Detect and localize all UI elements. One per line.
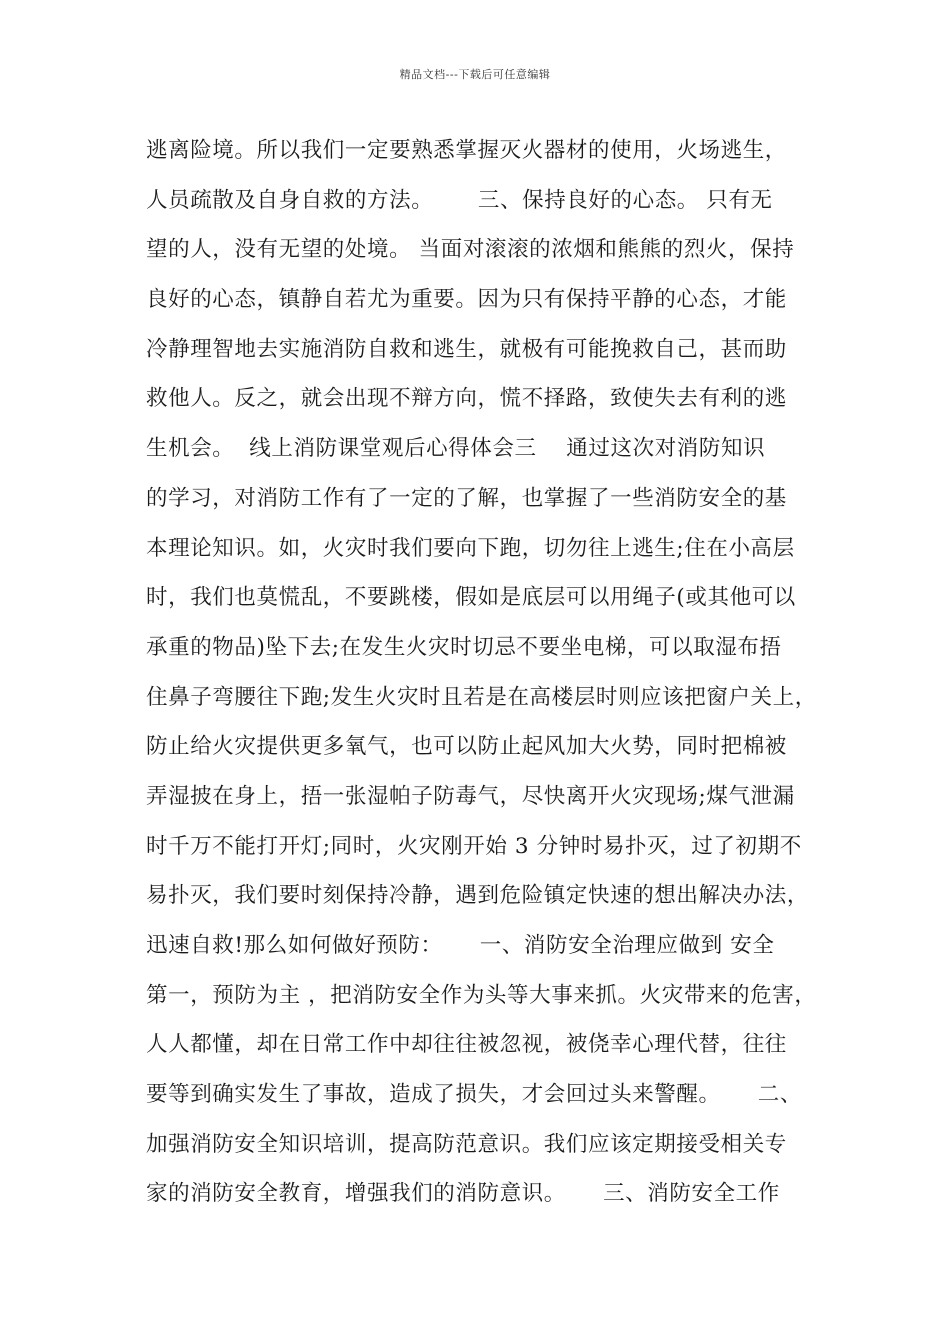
text-line: 加强消防安全知识培训，提高防范意识。我们应该定期接受相关专	[146, 1131, 787, 1157]
text-line: 良好的心态，镇静自若尤为重要。因为只有保持平静的心态，才能	[146, 287, 787, 313]
text-line: 生机会。 线上消防课堂观后心得体会三 通过这次对消防知识	[146, 436, 766, 462]
text-line: 逃离险境。所以我们一定要熟悉掌握灭火器材的使用，火场逃生，	[146, 138, 787, 163]
text-line: 时千万不能打开灯;同时，火灾刚开始 3 分钟时易扑灭，过了初期不	[146, 833, 802, 859]
text-line: 住鼻子弯腰往下跑;发生火灾时且若是在高楼层时则应该把窗户关上，	[146, 684, 817, 710]
document-body	[146, 130, 826, 1223]
text-line: 要等到确实发生了事故，造成了损失，才会回过头来警醒。 二、	[146, 1082, 802, 1108]
page-header: 精品文档---下载后可任意编辑	[399, 68, 551, 81]
text-line: 望的人，没有无望的处境。 当面对滚滚的浓烟和熊熊的烈火，保持	[146, 237, 795, 263]
text-line: 冷静理智地去实施消防自救和逃生，就极有可能挽救自己，甚而助	[146, 336, 787, 362]
text-line: 人人都懂，却在日常工作中却往往被忽视，被侥幸心理代替，往往	[146, 1032, 787, 1058]
text-line: 本理论知识。如，火灾时我们要向下跑，切勿往上逃生;住在小高层	[146, 535, 795, 561]
text-line: 的学习，对消防工作有了一定的了解，也掌握了一些消防安全的基	[146, 485, 787, 511]
text-line: 人员疏散及自身自救的方法。 三、保持良好的心态。 只有无	[146, 187, 773, 213]
text-line: 易扑灭，我们要时刻保持冷静，遇到危险镇定快速的想出解决办法，	[146, 883, 810, 909]
text-line: 承重的物品)坠下去;在发生火灾时切忌不要坐电梯，可以取湿布捂	[146, 634, 782, 660]
text-line: 救他人。反之，就会出现不辩方向，慌不择路，致使失去有利的逃	[146, 386, 787, 412]
text-line: 时，我们也莫慌乱，不要跳楼，假如是底层可以用绳子(或其他可以	[146, 585, 796, 611]
text-line: 弄湿披在身上，捂一张湿帕子防毒气，尽快离开火灾现场;煤气泄漏	[146, 783, 795, 809]
text-line: 第一，预防为主 ，把消防安全作为头等大事来抓。火灾带来的危害，	[146, 982, 817, 1008]
text-line: 防止给火灾提供更多氧气，也可以防止起风加大火势，同时把棉被	[146, 734, 787, 760]
text-line: 迅速自救!那么如何做好预防： 一、消防安全治理应做到 安全	[146, 933, 775, 958]
text-line: 家的消防安全教育，增强我们的消防意识。 三、消防安全工作	[146, 1181, 780, 1207]
